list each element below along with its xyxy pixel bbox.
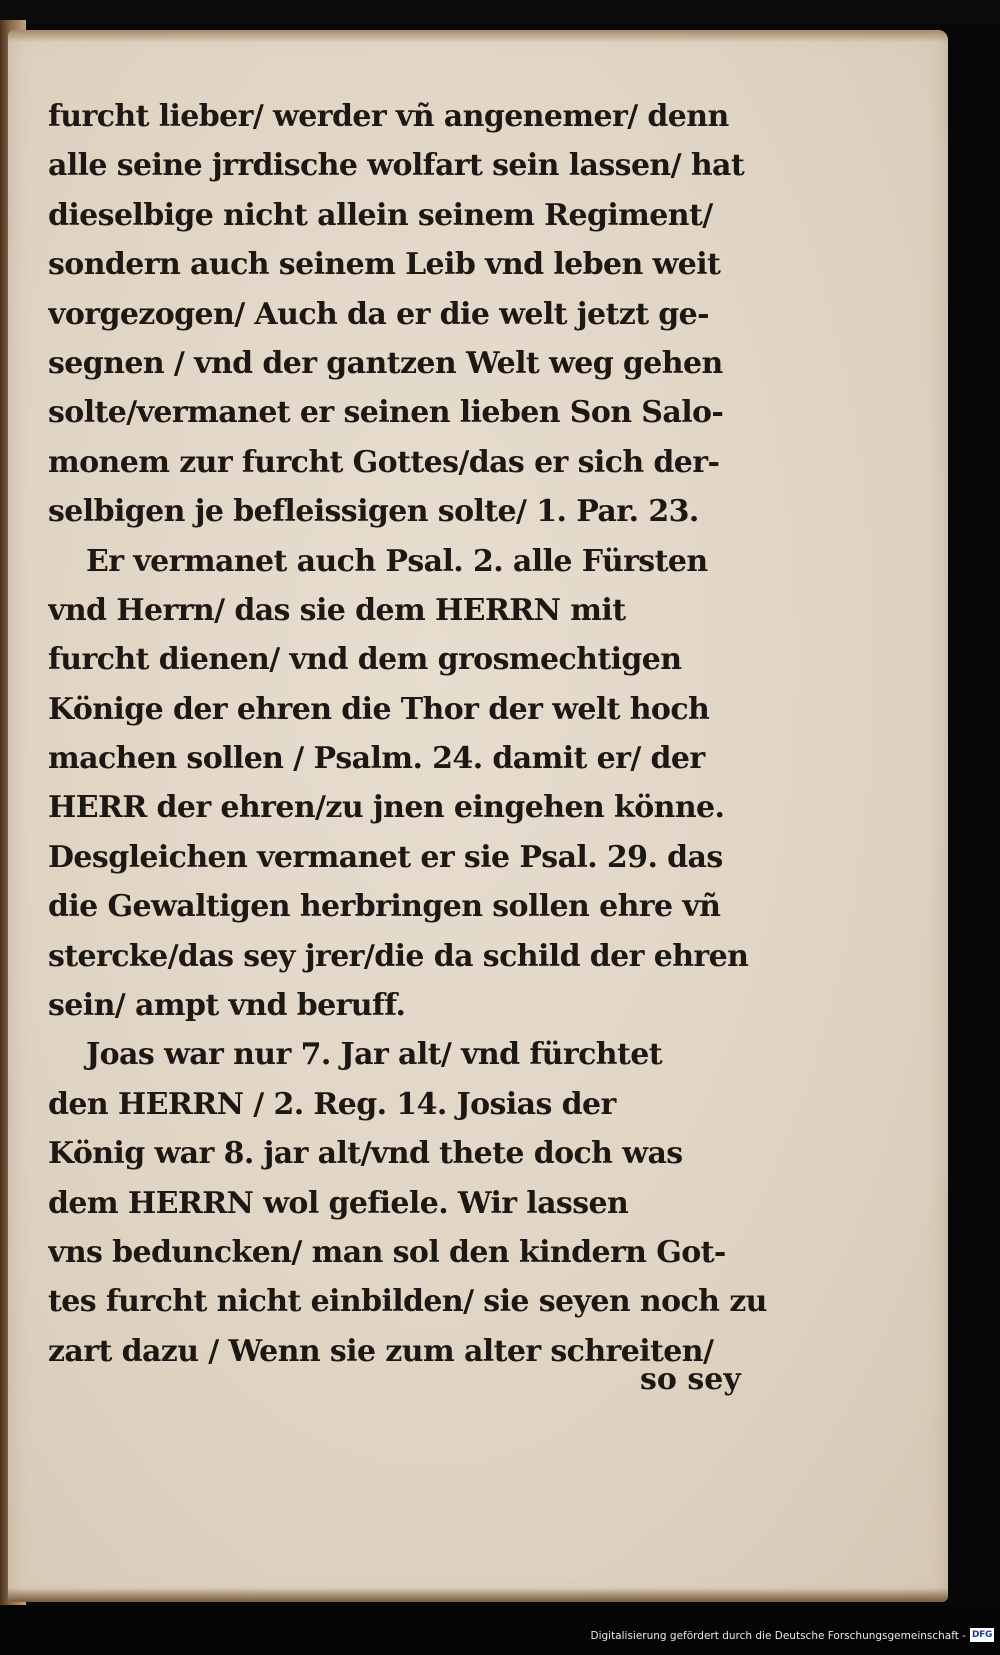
scan-top-edge	[0, 0, 1000, 24]
text-line: furcht dienen/ vnd dem grosmechtigen	[48, 642, 682, 678]
text-line: dieselbige nicht allein seinem Regiment/	[48, 197, 713, 233]
text-line: sondern auch seinem Leib vnd leben weit	[48, 247, 721, 283]
text-line: vnd Herrn/ das sie dem HERRN mit	[48, 592, 626, 628]
text-line: vns beduncken/ man sol den kindern Got-	[48, 1234, 726, 1270]
text-line: vorgezogen/ Auch da er die welt jetzt ge-	[48, 296, 710, 332]
paragraph-start-line: Joas war nur 7. Jar alt/ vnd fürchtet	[86, 1037, 662, 1073]
text-line: tes furcht nicht einbilden/ sie seyen noch zu	[48, 1284, 767, 1320]
text-line: die Gewaltigen herbringen sollen ehre vñ	[48, 889, 721, 925]
text-line: dem HERRN wol gefiele. Wir lassen	[48, 1185, 629, 1221]
paragraph-start-line: Er vermanet auch Psal. 2. alle Fürsten	[86, 543, 708, 579]
text-line: solte/vermanet er seinen lieben Son Salo-	[48, 395, 724, 431]
text-line: sein/ ampt vnd beruff.	[48, 988, 406, 1024]
text-line: HERR der ehren/zu jnen eingehen könne.	[48, 790, 725, 826]
text-line: Könige der ehren die Thor der welt hoch	[48, 691, 710, 727]
text-line: machen sollen / Psalm. 24. damit er/ der	[48, 741, 705, 777]
book-page	[8, 30, 948, 1602]
page-top-edge	[8, 30, 948, 42]
funding-credit: Digitalisierung gefördert durch die Deutsche Forschungsgemeinschaft -	[590, 1630, 966, 1642]
text-line: den HERRN / 2. Reg. 14. Josias der	[48, 1086, 616, 1122]
page-bottom-edge	[8, 1588, 948, 1602]
text-line: selbigen je befleissigen solte/ 1. Par. 23.	[48, 494, 699, 530]
text-line: Desgleichen vermanet er sie Psal. 29. das	[48, 839, 723, 875]
digitization-footer	[0, 1606, 1000, 1655]
text-line: König war 8. jar alt/vnd thete doch was	[48, 1136, 683, 1172]
catchword: so sey	[640, 1362, 741, 1397]
text-line: segnen / vnd der gantzen Welt weg gehen	[48, 345, 723, 381]
text-line: monem zur furcht Gottes/das er sich der-	[48, 444, 720, 480]
text-line: zart dazu / Wenn sie zum alter schreiten/	[48, 1333, 714, 1369]
text-line: alle seine jrrdische wolfart sein lassen/ hat	[48, 148, 745, 184]
page-text-block	[48, 92, 773, 1376]
text-line: furcht lieber/ werder vñ angenemer/ denn	[48, 99, 729, 134]
dfg-logo: DFG	[971, 1630, 993, 1640]
text-line: stercke/das sey jrer/die da schild der ehren	[48, 938, 749, 974]
